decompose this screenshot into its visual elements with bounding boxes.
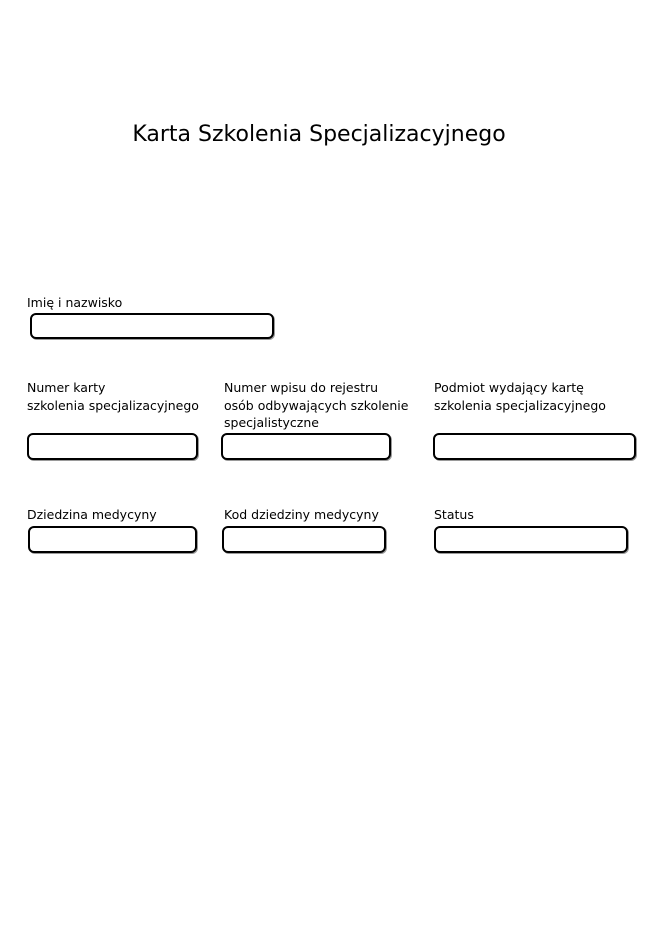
registry-number-label: Numer wpisu do rejestru osób odbywających szkolenie specjalistyczne	[224, 380, 409, 430]
medical-field-code-label: Kod dziedziny medycyny	[224, 507, 379, 522]
page-title: Karta Szkolenia Specjalizacyjnego	[132, 122, 506, 147]
status-field[interactable]	[434, 526, 628, 553]
issuing-entity-field[interactable]	[433, 433, 636, 460]
issuing-entity-label: Podmiot wydający kartę szkolenia specjalizacyjnego	[434, 380, 606, 413]
full-name-field[interactable]	[30, 313, 274, 339]
medical-field-code-field[interactable]	[222, 526, 386, 553]
full-name-label: Imię i nazwisko	[27, 295, 123, 310]
card-number-field[interactable]	[27, 433, 198, 460]
card-number-label: Numer karty szkolenia specjalizacyjnego	[27, 380, 199, 413]
status-label: Status	[434, 507, 474, 522]
medical-field-label: Dziedzina medycyny	[27, 507, 157, 522]
registry-number-field[interactable]	[221, 433, 391, 460]
medical-field-field[interactable]	[28, 526, 197, 553]
